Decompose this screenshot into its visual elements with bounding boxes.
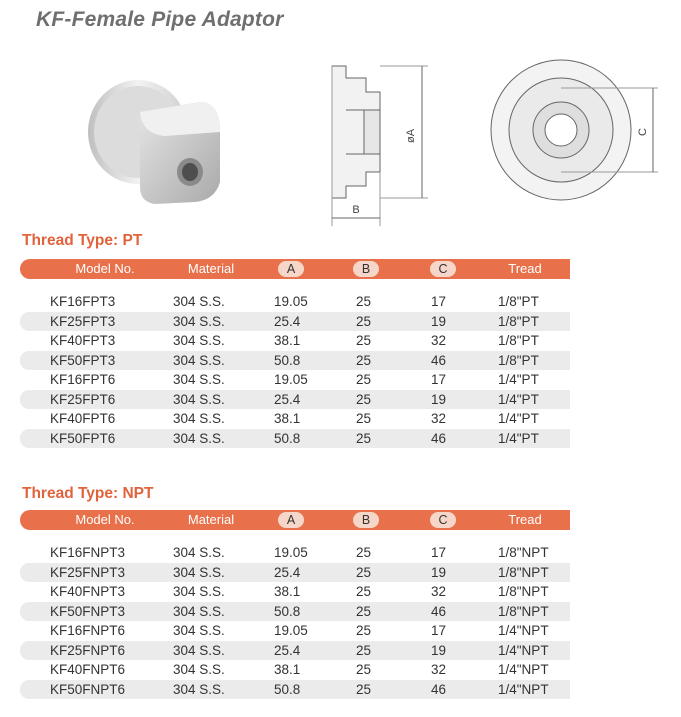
cell-tread: 1/4"PT — [498, 430, 539, 446]
cell-a: 19.05 — [274, 545, 308, 560]
cell-tread: 1/4"NPT — [498, 681, 549, 697]
cell-a: 50.8 — [274, 681, 301, 697]
cell-a: 25.4 — [274, 642, 301, 658]
cell-b: 25 — [356, 662, 372, 677]
table-row — [20, 292, 570, 312]
dim-a-label: øA — [405, 128, 417, 144]
cell-b: 25 — [356, 681, 372, 697]
cell-b: 25 — [356, 294, 372, 309]
cell-tread: 1/4"PT — [498, 391, 539, 407]
cell-tread: 1/8"PT — [498, 333, 539, 348]
table-row — [20, 409, 570, 429]
cell-tread: 1/8"PT — [498, 294, 539, 309]
cell-tread: 1/4"NPT — [498, 662, 549, 677]
cell-c: 19 — [431, 391, 447, 407]
header-c: C — [430, 512, 456, 528]
cell-model: KF16FNPT3 — [50, 545, 126, 560]
cell-model: KF50FNPT6 — [50, 681, 126, 697]
cell-material: 304 S.S. — [173, 564, 225, 580]
cell-model: KF40FNPT3 — [50, 584, 126, 599]
cell-tread: 1/8"NPT — [498, 545, 549, 560]
cell-a: 50.8 — [274, 603, 301, 619]
cell-b: 25 — [356, 333, 372, 348]
cell-material: 304 S.S. — [173, 391, 225, 407]
table-row — [20, 621, 570, 641]
cell-tread: 1/8"NPT — [498, 564, 549, 580]
table-row — [20, 370, 570, 390]
cell-material: 304 S.S. — [173, 603, 225, 619]
cell-a: 25.4 — [274, 313, 301, 329]
cell-c: 19 — [431, 642, 447, 658]
cell-material: 304 S.S. — [173, 313, 225, 329]
cell-c: 17 — [431, 372, 447, 387]
cell-a: 19.05 — [274, 294, 308, 309]
cell-b: 25 — [356, 642, 372, 658]
cell-model: KF40FNPT6 — [50, 662, 126, 677]
cell-c: 17 — [431, 623, 447, 638]
cell-b: 25 — [356, 372, 372, 387]
header-c: C — [430, 261, 456, 277]
table-header — [20, 259, 570, 279]
table-row — [20, 563, 570, 583]
cell-model: KF25FPT3 — [50, 313, 116, 329]
cell-b: 25 — [356, 564, 372, 580]
cell-b: 25 — [356, 623, 372, 638]
cell-material: 304 S.S. — [173, 411, 225, 426]
cell-material: 304 S.S. — [173, 623, 225, 638]
dim-b-label: B — [352, 204, 360, 216]
cell-model: KF40FPT3 — [50, 333, 116, 348]
cell-material: 304 S.S. — [173, 333, 225, 348]
cell-a: 19.05 — [274, 623, 308, 638]
cell-b: 25 — [356, 352, 372, 368]
dim-c-label: C — [637, 128, 649, 136]
cell-model: KF50FPT6 — [50, 430, 116, 446]
cell-b: 25 — [356, 603, 372, 619]
table-header — [20, 510, 570, 530]
cell-b: 25 — [356, 584, 372, 599]
cell-model: KF16FNPT6 — [50, 623, 126, 638]
cell-c: 32 — [431, 411, 447, 426]
cell-a: 38.1 — [274, 333, 301, 348]
cell-material: 304 S.S. — [173, 372, 225, 387]
cell-b: 25 — [356, 430, 372, 446]
cell-c: 32 — [431, 662, 447, 677]
header-a: A — [278, 261, 304, 277]
cell-c: 17 — [431, 294, 447, 309]
cell-material: 304 S.S. — [173, 662, 225, 677]
table-row — [20, 331, 570, 351]
table-row — [20, 312, 570, 332]
cell-c: 19 — [431, 313, 447, 329]
header-tread: Tread — [508, 261, 542, 276]
cell-a: 50.8 — [274, 352, 301, 368]
table-row — [20, 390, 570, 410]
header-tread: Tread — [508, 512, 542, 527]
cell-b: 25 — [356, 411, 372, 426]
cell-model: KF25FPT6 — [50, 391, 116, 407]
header-b: B — [353, 512, 379, 528]
cell-tread: 1/4"PT — [498, 372, 539, 387]
table-body — [20, 292, 570, 448]
cell-material: 304 S.S. — [173, 545, 225, 560]
cell-model: KF16FPT6 — [50, 372, 116, 387]
table-row — [20, 351, 570, 371]
table-row — [20, 680, 570, 700]
table-row — [20, 660, 570, 680]
cell-material: 304 S.S. — [173, 584, 225, 599]
adaptor-3d-image — [70, 72, 240, 212]
cell-material: 304 S.S. — [173, 681, 225, 697]
table-row — [20, 602, 570, 622]
cell-a: 19.05 — [274, 372, 308, 387]
table-npt — [20, 510, 570, 699]
cell-material: 304 S.S. — [173, 352, 225, 368]
cell-c: 19 — [431, 564, 447, 580]
cell-model: KF40FPT6 — [50, 411, 116, 426]
cell-model: KF50FNPT3 — [50, 603, 126, 619]
header-model: Model No. — [75, 512, 135, 527]
cell-c: 46 — [431, 430, 447, 446]
section-title-npt: Thread Type: NPT — [22, 485, 154, 502]
table-row — [20, 429, 570, 449]
cell-tread: 1/8"NPT — [498, 603, 549, 619]
cell-a: 38.1 — [274, 411, 301, 426]
cell-tread: 1/4"NPT — [498, 642, 549, 658]
cell-c: 46 — [431, 352, 447, 368]
cell-a: 50.8 — [274, 430, 301, 446]
cell-b: 25 — [356, 545, 372, 560]
cell-a: 38.1 — [274, 584, 301, 599]
cell-b: 25 — [356, 313, 372, 329]
cell-tread: 1/4"NPT — [498, 623, 549, 638]
cell-tread: 1/8"NPT — [498, 584, 549, 599]
cell-material: 304 S.S. — [173, 642, 225, 658]
cell-tread: 1/8"PT — [498, 352, 539, 368]
cell-c: 46 — [431, 603, 447, 619]
cell-tread: 1/4"PT — [498, 411, 539, 426]
table-row — [20, 582, 570, 602]
cell-c: 46 — [431, 681, 447, 697]
cell-a: 25.4 — [274, 564, 301, 580]
front-view-drawing — [488, 58, 666, 208]
cell-material: 304 S.S. — [173, 294, 225, 309]
header-material: Material — [187, 261, 235, 276]
table-row — [20, 641, 570, 661]
cell-c: 32 — [431, 333, 447, 348]
cell-material: 304 S.S. — [173, 430, 225, 446]
header-b: B — [353, 261, 379, 277]
cell-model: KF50FPT3 — [50, 352, 116, 368]
cell-model: KF25FNPT3 — [50, 564, 126, 580]
table-body — [20, 543, 570, 699]
table-row — [20, 543, 570, 563]
page-title: KF-Female Pipe Adaptor — [36, 8, 284, 31]
cell-model: KF16FPT3 — [50, 294, 116, 309]
section-title-pt: Thread Type: PT — [22, 232, 143, 249]
header-model: Model No. — [75, 261, 135, 276]
cell-c: 32 — [431, 584, 447, 599]
cell-b: 25 — [356, 391, 372, 407]
header-material: Material — [187, 512, 235, 527]
table-pt — [20, 259, 570, 448]
cell-tread: 1/8"PT — [498, 313, 539, 329]
cell-c: 17 — [431, 545, 447, 560]
header-a: A — [278, 512, 304, 528]
cell-a: 38.1 — [274, 662, 301, 677]
cell-a: 25.4 — [274, 391, 301, 407]
cell-model: KF25FNPT6 — [50, 642, 126, 658]
side-view-drawing — [318, 58, 448, 226]
